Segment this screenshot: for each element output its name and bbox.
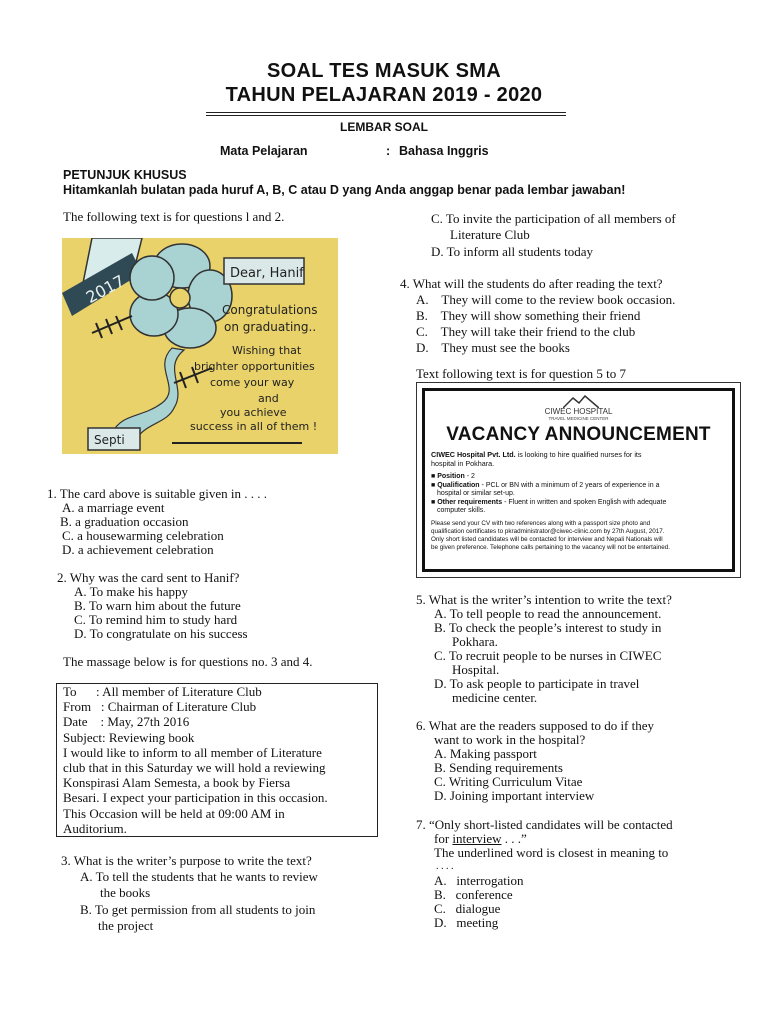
vacancy-heading: VACANCY ANNOUNCEMENT xyxy=(446,424,711,445)
card-line-5: come your way xyxy=(210,376,295,389)
q1-option-c: C. a housewarming celebration xyxy=(62,528,224,543)
card-signer: Septi xyxy=(94,433,125,447)
vacancy-other-label: Other requirements xyxy=(437,499,503,506)
vacancy-position-value: - 2 xyxy=(464,473,475,480)
title-divider xyxy=(206,112,566,113)
q5-option-b: B. To check the people’s interest to study in xyxy=(434,620,662,635)
intro-q3-4: The massage below is for questions no. 3 and 4. xyxy=(63,654,313,669)
q6-stem: 6. What are the readers supposed to do if they xyxy=(416,718,655,733)
vacancy-other-cont: computer skills. xyxy=(437,507,486,514)
q7-option-b: B. conference xyxy=(434,887,513,902)
q5-option-c-cont: Hospital. xyxy=(452,662,500,677)
vacancy-qualification-label: Qualification xyxy=(437,482,480,489)
q6-option-a: A. Making passport xyxy=(434,746,537,761)
q3-option-d: D. To inform all students today xyxy=(431,244,594,259)
q5-option-b-cont: Pokhara. xyxy=(452,634,498,649)
card-line-7: you achieve xyxy=(220,406,287,419)
message-body-3: Konspirasi Alam Semesta, a book by Fiersa xyxy=(63,775,291,791)
vacancy-company-line xyxy=(431,450,642,459)
q7-option-a: A. interrogation xyxy=(434,873,524,888)
q3-option-a: A. To tell the students that he wants to review xyxy=(80,869,318,884)
title-line-2: TAHUN PELAJARAN 2019 - 2020 xyxy=(225,84,543,106)
q1-option-a: A. a marriage event xyxy=(62,500,165,515)
message-to: To : All member of Literature Club xyxy=(63,684,262,699)
vacancy-company-rest: is looking to hire qualified nurses for its xyxy=(515,450,642,459)
message-body-6: Auditorium. xyxy=(63,820,127,836)
vacancy-qualification-value: - PCL or BN with a minimum of 2 years of experience in a xyxy=(479,482,660,489)
q7-stem-for: for xyxy=(434,831,453,846)
q5-option-c: C. To recruit people to be nurses in CIWEC xyxy=(434,648,662,663)
message-body-2: club that in this Saturday we will hold a reviewing xyxy=(63,760,326,776)
vacancy-company: CIWEC Hospital Pvt. Ltd. xyxy=(431,450,516,459)
vacancy-frame xyxy=(422,388,735,572)
message-body-5: This Occasion will be held at 09:00 AM in xyxy=(63,805,285,821)
q7-stem-line-4: . . . . xyxy=(436,861,454,872)
q3-option-b-cont: the project xyxy=(98,918,154,933)
q1-option-b: B. a graduation occasion xyxy=(60,514,189,529)
q7-underlined-word: interview xyxy=(452,831,502,846)
q6-option-b: B. Sending requirements xyxy=(434,760,563,775)
q4-option-b: B. They will show something their friend xyxy=(416,308,641,323)
intro-q1-2: The following text is for questions l and 2. xyxy=(63,209,285,224)
q3-option-b: B. To get permission from all students to join xyxy=(80,902,316,917)
message-body-4: Besari. I expect your participation in this occasion. xyxy=(63,790,328,806)
q5-option-d: D. To ask people to participate in travel xyxy=(434,676,640,691)
vacancy-position-label: Position xyxy=(437,473,465,480)
intro-q5-7: Text following text is for question 5 to 7 xyxy=(416,366,626,381)
q5-option-d-cont: medicine center. xyxy=(452,690,538,705)
message-body-1: I would like to inform to all member of Literature xyxy=(63,744,322,760)
flower-icon xyxy=(130,244,232,348)
message-subject: Subject: Reviewing book xyxy=(63,729,195,745)
q2-option-d: D. To congratulate on his success xyxy=(74,626,248,641)
message-from: From : Chairman of Literature Club xyxy=(63,699,257,715)
q4-option-a: A. They will come to the review book occasion. xyxy=(416,292,676,307)
card-line-4: brighter opportunities xyxy=(194,360,315,373)
q3-option-c: C. To invite the participation of all members of xyxy=(431,211,676,226)
card-line-1: Congratulations xyxy=(222,303,318,317)
q4-option-c: C. They will take their friend to the club xyxy=(416,324,636,339)
vacancy-logo-name: CIWEC HOSPITAL xyxy=(544,407,613,416)
card-line-2: on graduating.. xyxy=(224,320,317,334)
vacancy-para-3: Only short listed candidates will be contacted for interview and Nepali Nationals will xyxy=(431,536,663,543)
q3-option-a-cont: the books xyxy=(100,885,151,900)
card-year: 2017 xyxy=(82,271,128,308)
q5-option-a: A. To tell people to read the announcement. xyxy=(434,606,662,621)
card-line-6: and xyxy=(258,392,279,405)
title-divider-2 xyxy=(206,115,566,116)
q5-stem: 5. What is the writer’s intention to write the text? xyxy=(416,592,672,607)
vacancy-company-line-2: hospital in Pokhara. xyxy=(431,459,495,468)
q4-option-d: D. They must see the books xyxy=(416,340,570,355)
card-line-3: Wishing that xyxy=(232,344,302,357)
message-box xyxy=(56,683,378,837)
card-line-8: success in all of them ! xyxy=(190,420,318,433)
q2-option-b: B. To warn him about the future xyxy=(74,598,241,613)
q4-stem: 4. What will the students do after reading the text? xyxy=(400,276,663,291)
greeting-card-image xyxy=(62,238,338,454)
subject-label: Mata Pelajaran xyxy=(220,144,308,158)
vacancy-other-value: - Fluent in written and spoken English with adequate xyxy=(502,499,667,506)
q2-option-a: A. To make his happy xyxy=(74,584,189,599)
sheet-label: LEMBAR SOAL xyxy=(340,120,428,134)
vacancy-qualification: ■ Qualification - PCL or BN with a minimum of 2 years of experience in a xyxy=(431,482,660,489)
card-dear: Dear, Hanif xyxy=(230,266,304,281)
q6-stem-cont: want to work in the hospital? xyxy=(434,732,586,747)
title-line-1: SOAL TES MASUK SMA xyxy=(267,60,501,82)
q7-stem: 7. “Only short-listed candidates will be contacted xyxy=(416,817,673,832)
q7-stem-line-3: The underlined word is closest in meaning to xyxy=(434,845,669,860)
instruction-text: Hitamkanlah bulatan pada huruf A, B, C atau D yang Anda anggap benar pada lembar jawaban! xyxy=(63,183,626,197)
q1-stem: 1. The card above is suitable given in . . . . xyxy=(47,486,267,501)
q2-option-c: C. To remind him to study hard xyxy=(74,612,238,627)
q3-option-c-cont: Literature Club xyxy=(450,227,530,242)
message-date: Date : May, 27th 2016 xyxy=(63,714,190,730)
card-ribbon xyxy=(112,348,184,438)
vacancy-para-2: qualification certificates to pkradministrator@ciwec-clinic.com by 27th August, 2017. xyxy=(431,528,665,535)
vacancy-para-4: be given preference. Telephone calls pertaining to the vacancy will not be entertained. xyxy=(431,544,670,551)
instruction-title: PETUNJUK KHUSUS xyxy=(63,168,187,182)
q7-stem-ellipsis: . . .” xyxy=(501,831,527,846)
greeting-card-illustration xyxy=(62,238,338,454)
q1-option-d: D. a achievement celebration xyxy=(62,542,214,557)
q7-option-c: C. dialogue xyxy=(434,901,501,916)
vacancy-image xyxy=(416,382,741,578)
q6-option-c: C. Writing Curriculum Vitae xyxy=(434,774,583,789)
subject-separator: : xyxy=(386,144,391,158)
q2-stem: 2. Why was the card sent to Hanif? xyxy=(57,570,240,585)
vacancy-other: ■ Other requirements - Fluent in written and spoken English with adequate xyxy=(431,499,667,506)
vacancy-para-1: Please send your CV with two references along with a passport size photo and xyxy=(431,520,651,527)
subject-value: Bahasa Inggris xyxy=(399,144,489,158)
vacancy-position: ■ Position - 2 xyxy=(431,473,475,480)
vacancy-qualification-cont: hospital or similar set-up. xyxy=(437,490,515,497)
q6-option-d: D. Joining important interview xyxy=(434,788,595,803)
vacancy-logo-sub: TRAVEL MEDICINE CENTER xyxy=(548,416,609,421)
q3-stem: 3. What is the writer’s purpose to write the text? xyxy=(61,853,312,868)
q7-option-d: D. meeting xyxy=(434,915,499,930)
